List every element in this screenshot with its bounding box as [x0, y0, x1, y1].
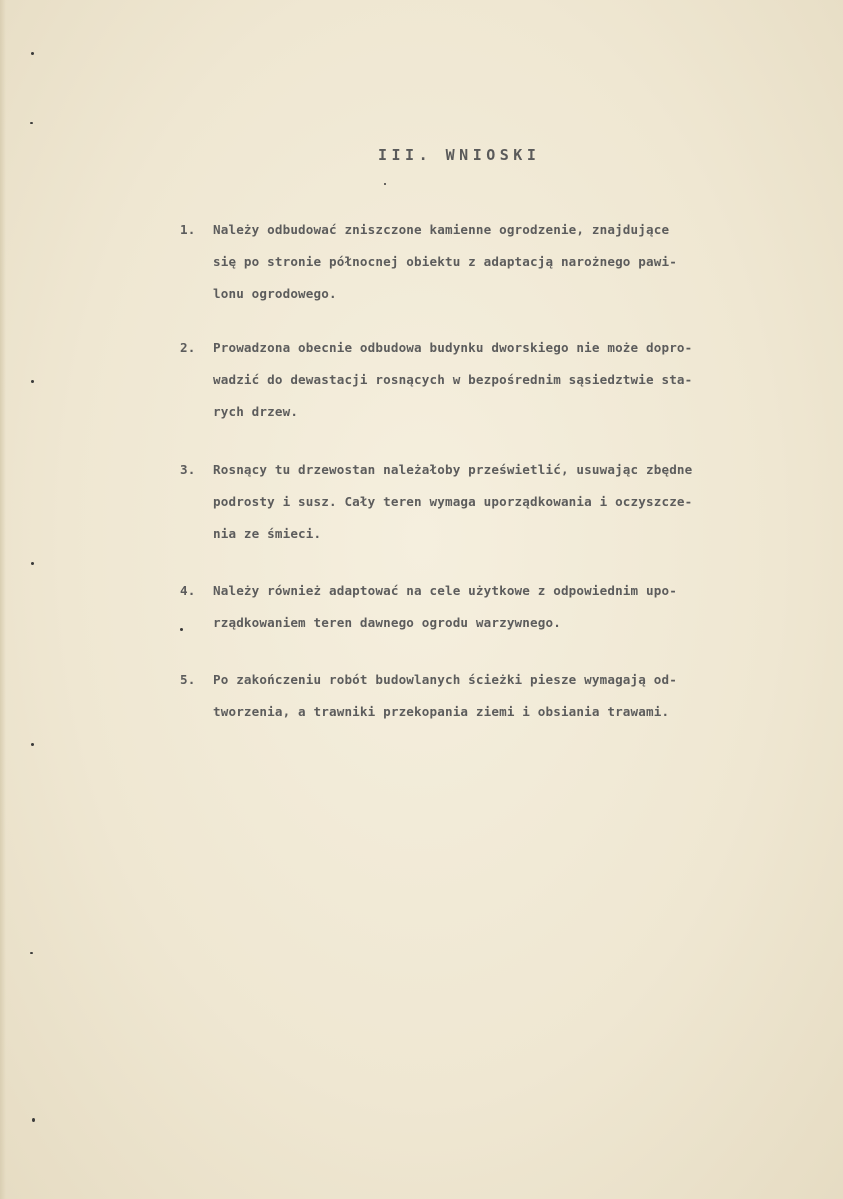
- item-line: [180, 332, 770, 364]
- item-number: 4.: [180, 583, 196, 598]
- item-text: rych drzew.: [213, 404, 299, 419]
- scan-speck: [384, 183, 386, 185]
- item-line: [180, 664, 770, 696]
- conclusion-item-5: [180, 664, 770, 728]
- item-text: rządkowaniem teren dawnego ogrodu warzywnego.: [213, 615, 561, 630]
- item-line: [180, 454, 770, 486]
- page-edge-shadow: [0, 0, 6, 1199]
- item-line: [180, 518, 770, 550]
- item-number: 1.: [180, 222, 196, 237]
- scan-speck: [31, 52, 34, 55]
- item-text: Prowadzona obecnie odbudowa budynku dworskiego nie może dopro-: [213, 340, 693, 355]
- scan-speck: [30, 952, 33, 954]
- item-line: [180, 486, 770, 518]
- item-number: 5.: [180, 672, 196, 687]
- item-line: [180, 396, 770, 428]
- item-text: Należy odbudować zniszczone kamienne ogrodzenie, znajdujące: [213, 222, 670, 237]
- item-line: [180, 364, 770, 396]
- scan-speck: [31, 380, 34, 383]
- item-line: [180, 278, 770, 310]
- section-title: III. WNIOSKI: [378, 146, 541, 164]
- item-text: nia ze śmieci.: [213, 526, 322, 541]
- item-number: 3.: [180, 462, 196, 477]
- item-text: się po stronie północnej obiektu z adaptacją narożnego pawi-: [213, 254, 677, 269]
- scan-speck: [30, 122, 33, 124]
- item-text: tworzenia, a trawniki przekopania ziemi i obsiania trawami.: [213, 704, 670, 719]
- scan-speck: [180, 628, 183, 631]
- item-text: Należy również adaptować na cele użytkowe z odpowiednim upo-: [213, 583, 677, 598]
- conclusion-item-4: [180, 575, 770, 639]
- item-text: wadzić do dewastacji rosnących w bezpośrednim sąsiedztwie sta-: [213, 372, 693, 387]
- item-text: lonu ogrodowego.: [213, 286, 337, 301]
- item-line: [180, 607, 770, 639]
- conclusion-item-2: [180, 332, 770, 428]
- item-text: Rosnący tu drzewostan należałoby prześwietlić, usuwając zbędne: [213, 462, 693, 477]
- item-number: 2.: [180, 340, 196, 355]
- conclusion-item-1: [180, 214, 770, 310]
- item-line: [180, 575, 770, 607]
- item-line: [180, 214, 770, 246]
- scan-speck: [32, 1118, 35, 1122]
- item-line: [180, 246, 770, 278]
- item-text: Po zakończeniu robót budowlanych ścieżki piesze wymagają od-: [213, 672, 677, 687]
- scan-speck: [31, 562, 34, 565]
- scan-speck: [31, 743, 34, 746]
- item-text: podrosty i susz. Cały teren wymaga uporządkowania i oczyszcze-: [213, 494, 693, 509]
- item-line: [180, 696, 770, 728]
- conclusion-item-3: [180, 454, 770, 550]
